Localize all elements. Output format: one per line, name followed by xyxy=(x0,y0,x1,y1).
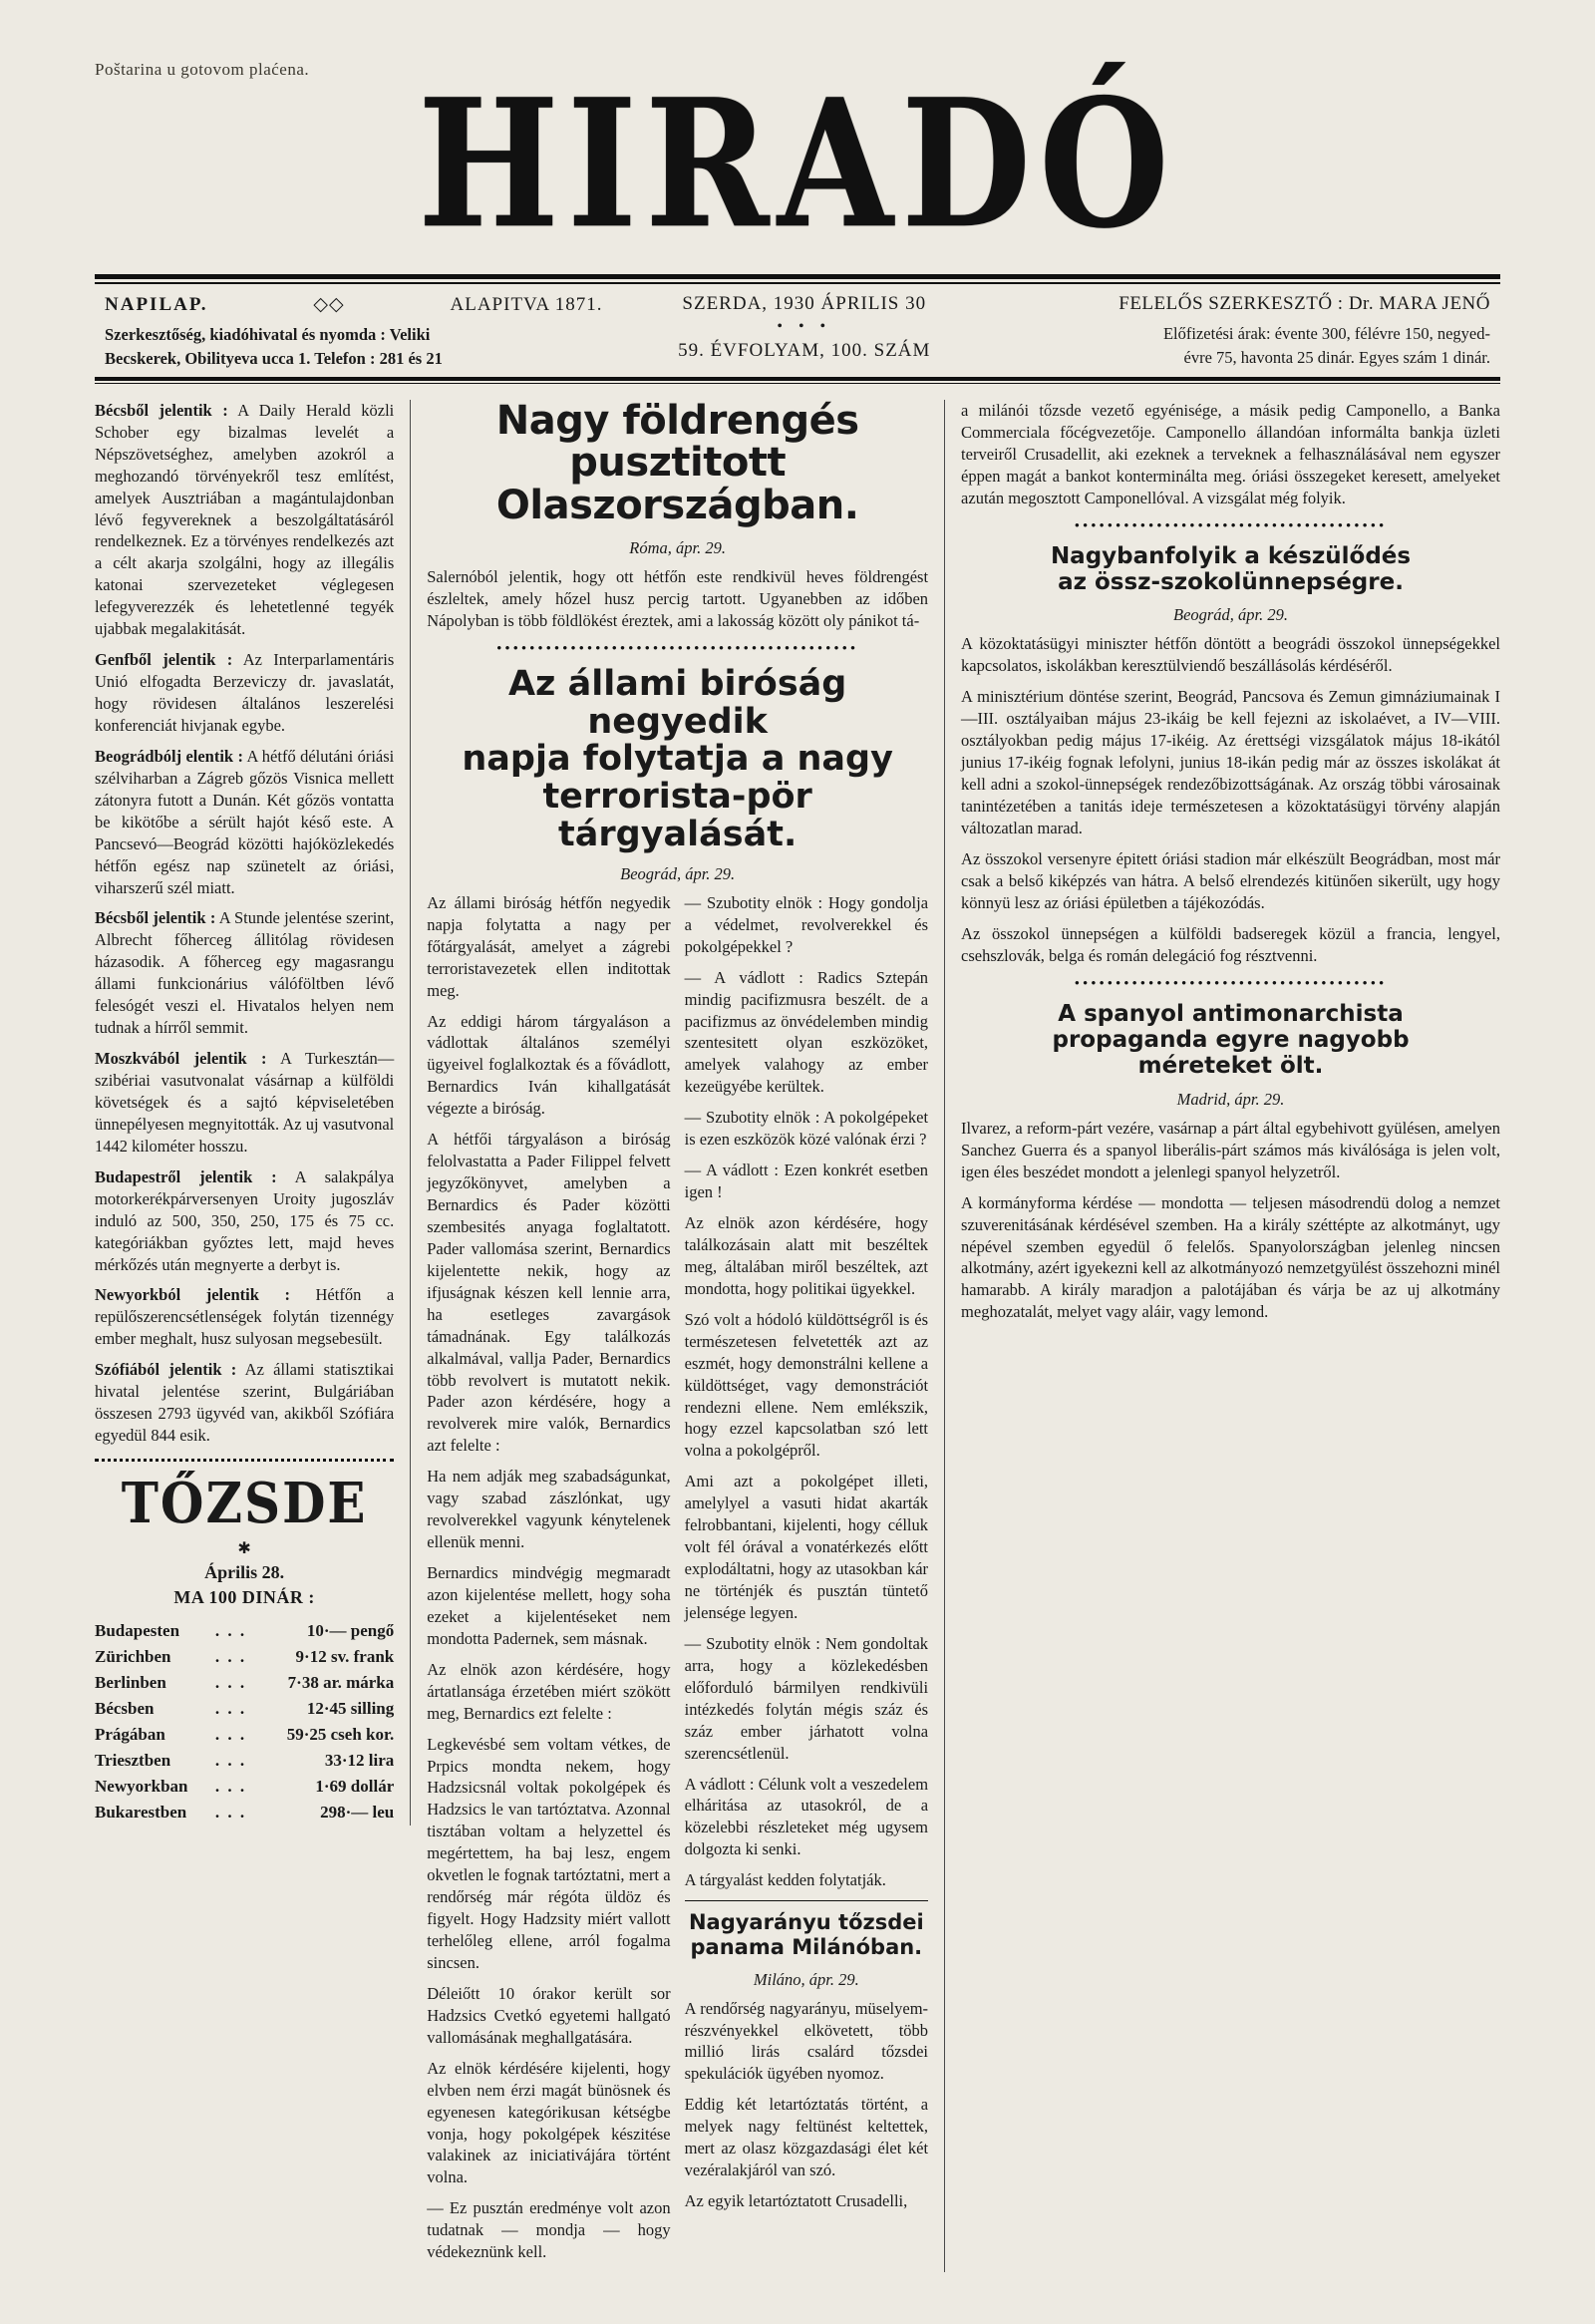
trial-paragraph: Ami azt a pokolgépet illeti, amelylyel a vasuti hidat akarták felrobbantani, kijelenti, hogy célluk volt fél órával a vonatérkezés előtt explodáltatni, hogy az utasokban kár ne történjék és pusztán tüntető jelensége legyen. xyxy=(684,1472,929,1622)
dateline-sokol: Beográd, ápr. 29. xyxy=(1172,605,1289,625)
rate-dots: . . . xyxy=(214,1725,247,1745)
headline-line-1: A spanyol antimonarchista xyxy=(1058,1000,1404,1027)
rate-value: 10·— pengő xyxy=(306,1621,395,1641)
issue-date: SZERDA, 1930 ÁPRILIS 30 xyxy=(682,293,927,314)
headline-line-3: méreteket ölt. xyxy=(1137,1053,1324,1080)
trial-paragraph: — Ez pusztán eredménye volt azon tudatnak — mondja — hogy védekeznünk kell. xyxy=(427,2198,671,2262)
responsible-editor: FELELŐS SZERKESZTŐ : Dr. MARA JENŐ xyxy=(1118,293,1490,314)
table-row xyxy=(95,1670,394,1696)
masthead-title: HIRADÓ xyxy=(418,61,1177,268)
rate-dots: . . . xyxy=(214,1777,247,1797)
trial-paragraph: Az állami biróság hétfőn negyedik napja folytatta a nagy per főtárgyalását, amelyet a zágrebi terroristavezetek ellen inditottak meg. xyxy=(427,892,671,1000)
trial-paragraph: Szó volt a hódoló küldöttségről is és természetesen felvetették azt az eszmét, hogy demonstrálni kellene a küldöttséget, vagy demonstrációt rendezni ellene. Nem emlékszik, hogy ezzel kapcsolatban szó lett volna a pokolgépről. xyxy=(684,1309,929,1461)
nameplate-center xyxy=(613,293,997,371)
rate-value: 9·12 sv. frank xyxy=(295,1647,395,1667)
rate-city: Bécsben xyxy=(95,1699,155,1719)
news-brief-text: A Daily Herald közli Schober egy bizalmas levelét a Népszövetséghez, amelyben azokról a meghozandó törvényekről tesz említést, amelyek Ausztriában a magántulajdonban lévő fegyvereknek a beszolgáltatásáról rendelkeznek. Ez a törvényes rendelkezés azt a célt akarja szolgálni, hogy az illegális katonai szervezeteket véglegesen lefegyverezzék és lehetetlenné tegyék ujabbak megalakitását. xyxy=(95,400,395,639)
table-row xyxy=(95,1774,394,1800)
trial-paragraph: Ha nem adják meg szabadságunkat, vagy szabad zászlónkat, ugy revolverekkel vagyunk kénytelenek ellenük menni. xyxy=(427,1467,671,1552)
stock-exchange-logo: TŐZSDE xyxy=(121,1470,368,1536)
nameplate-right xyxy=(996,293,1500,371)
rate-city: Budapesten xyxy=(95,1621,180,1641)
news-brief-lead: Bécsből jelentik : xyxy=(95,908,216,928)
news-brief-text: A Stunde jelentése szerint, Albrecht főherceg állitólag rövidesen házasodik. A főherceg egy magasrangu állami funkcionárius válóföltben lévő felesógét veszi el. Hivatalos helyen nem tudnak a hírről semmit. xyxy=(95,908,395,1038)
trial-paragraph: Az elnök azon kérdésére, hogy ártatlansága érzetében miért szökött meg, Bernardics ezt felelte : xyxy=(427,1659,671,1723)
dateline-trial: Beográd, ápr. 29. xyxy=(620,863,736,883)
news-brief-lead: Genfből jelentik : xyxy=(95,650,233,670)
sokol-paragraph: A minisztérium döntése szerint, Beográd, Pancsova és Zemun gimnáziumainak I—III. osztályaiban május 23-ikáig be kell fejezni az iskolaévet, a IV—VIII. osztályokban pedig május 17-ikéig. Az érettségi vizsgálatok május 18-ikától junius 17-ikéig fognak lefolyni, junius 18-ikán pedig már az összes iskolákat át kell adni a szokol-ünnepségek rendezőbizottságának. Az ország többi városainak tanintézetében a tanitás ideje természetesen a közoktatásügyi törvény alapján változatlan marad. xyxy=(961,687,1500,837)
subscription-price-line2: évre 75, havonta 25 dinár. Egyes szám 1 dinár. xyxy=(1183,347,1490,367)
headline-line-1: Nagybanfolyik a készülődés xyxy=(1050,542,1412,569)
editorial-address-line1: Szerkesztőség, kiadóhivatal és nyomda : Veliki xyxy=(105,325,431,344)
trial-paragraph: Az eddigi három tárgyaláson a vádlottak általános személyi ügyeivel foglalkoztak és a fővádlott, Bernardics Iván kihallgatását végezte a biróság. xyxy=(427,1011,671,1119)
nameplate-left xyxy=(95,293,613,371)
rate-dots: . . . xyxy=(214,1803,247,1823)
trial-paragraph: A vádlott : Célunk volt a veszedelem elháritása az utasokról, de a közelebbi részleteket még ugysem dolgozta ki senki. xyxy=(684,1774,929,1859)
stock-date: Április 28. xyxy=(204,1562,285,1583)
rate-city: Zürichben xyxy=(95,1647,171,1667)
rate-city: Berlinben xyxy=(95,1673,166,1693)
panama-paragraph: Eddig két letartóztatás történt, a melyek nagy feltünést keltettek, mert az olasz közgazdasági élet két vezéralakjáról van szó. xyxy=(684,2095,929,2180)
headline-line-1: Az állami biróság negyedik xyxy=(507,663,847,742)
news-brief-text: Hétfőn a repülőszerencsétlenségek folytán tizennégy ember meghalt, husz sulyosan megsebesült. xyxy=(95,1285,395,1349)
ornament-icon: ◇◇ xyxy=(313,294,345,315)
headline-line-2: panama Milánóban. xyxy=(690,1935,923,1960)
sokol-paragraph: A közoktatásügyi miniszter hétfőn döntött a beográdi összokol ünnepségekkel kapcsolatos, iskolákban keresztülviendő beszállásolás kérdéséről. xyxy=(961,634,1500,676)
column-center xyxy=(411,397,945,2272)
trial-paragraph: Az elnök azon kérdésére, hogy találkozásain alatt mit beszéltek meg, általában miről beszéltek, azt mondotta, hogy politikai ügyekkel. xyxy=(684,1213,929,1298)
rate-value: 12·45 silling xyxy=(306,1699,395,1719)
rate-city: Bukarestben xyxy=(95,1803,187,1823)
news-brief xyxy=(95,1166,394,1276)
rate-dots: . . . xyxy=(214,1647,247,1667)
headline-line-3: terrorista-pör tárgyalását. xyxy=(542,777,812,855)
panama-continuation: a milánói tőzsde vezető egyénisége, a másik pedig Camponello, a Banka Commerciala főcégvezetője. Camponello állandóan informálta bankja üzleti terveiről Crusadellit, aki ezeknek a terveknek a felhasználásával nem egyszer éppen magát a bankot konterminálta meg. óriási összegeket keresett, amelyeket azután megosztott Camponellóval. A vizsgálat még folyik. xyxy=(961,400,1500,507)
headline-line-2: az össz-szokolünnepségre. xyxy=(1058,568,1404,595)
trial-paragraph: Legkevésbé sem voltam vétkes, de Prpics mondta nekem, hogy Hadzsicsnál voltak pokolgépek és Hadzsics le van tartóztatva. Azonnal tisztában voltam a helyzettel és megértettem, ha baj lesz, engem okvetlen le fognak tartóztatni, mert a rendőrség már régóta üldöz és figyelt. Hogy Hadzsity miért vallott terhelőleg ellene, arról fogalma sincsen. xyxy=(427,1734,671,1972)
rate-dots: . . . xyxy=(214,1751,247,1771)
rate-dots: . . . xyxy=(214,1673,247,1693)
editorial-address-line2: Becskerek, Obilityeva ucca 1. Telefon : 281 és 21 xyxy=(105,348,443,368)
panama-divider xyxy=(685,1900,928,1901)
spain-paragraph: Ilvarez, a reform-párt vezére, vasárnap a párt által egybehivott gyülésen, amelyen Sanchez Guerra és a spanyol liberális-párt számos más kiválósága is jelen volt, igen éles beszédet mondott a jelenlegi spanyol helyzetről. xyxy=(961,1118,1500,1181)
article-headline-spain xyxy=(961,1001,1500,1080)
trial-subcolumn-right xyxy=(685,892,928,2272)
sokol-paragraph: Az összokol ünnepségen a külföldi badseregek közül a francia, lengyel, csehszlovák, belga és román delegáció fog résztvenni. xyxy=(961,923,1500,965)
table-row xyxy=(95,1696,394,1722)
table-row xyxy=(95,1644,394,1670)
section-dot-separator: •••••••••••••••••••••••••••••••••••••• xyxy=(1074,517,1388,534)
headline-line-1: Nagy földrengés pusztitott xyxy=(495,397,859,487)
subscription-price-line1: Előfizetési árak: évente 300, félévre 150, negyed- xyxy=(1162,324,1490,343)
news-brief-lead: Bécsből jelentik : xyxy=(95,400,228,420)
table-row xyxy=(95,1618,394,1644)
panama-paragraph: Az egyik letartóztatott Crusadelli, xyxy=(684,2191,908,2211)
dateline-earthquake: Róma, ápr. 29. xyxy=(629,538,726,558)
sokol-paragraph: Az összokol versenyre épitett óriási stadion már elkészült Beográdban, most már csak a belső kiképzés van hátra. A belső elrendezés kitünően sikerült, ugy hogy könnyü lesz az óriási épületben a tájékozódás. xyxy=(961,848,1500,912)
news-brief-text: A Turkesztán—szibériai vasutvonalat vásárnap a külföldi követségek és a sajtó képviseletében ünnepélyesen megnyitották. Az uj vasutvonal 1442 kilométer hosszu. xyxy=(95,1049,395,1156)
issue-number: 59. ÉVFOLYAM, 100. SZÁM xyxy=(678,340,931,361)
stock-heading: MA 100 DINÁR : xyxy=(173,1587,315,1608)
rate-value: 59·25 cseh kor. xyxy=(286,1725,395,1745)
trial-paragraph: Bernardics mindvégig megmaradt azon kijelentése mellett, hogy soha ezeket a kijelentéseket nem mondotta Padernek, sem másnak. xyxy=(427,1563,671,1648)
dateline-spain: Madrid, ápr. 29. xyxy=(1176,1089,1285,1109)
column-right xyxy=(945,400,1500,1332)
rate-value: 7·38 ar. márka xyxy=(287,1673,395,1693)
article-headline-earthquake xyxy=(427,397,928,528)
rate-city: Newyorkban xyxy=(95,1777,188,1797)
table-row xyxy=(95,1800,394,1826)
table-row xyxy=(95,1748,394,1774)
news-brief-lead: Moszkvából jelentik : xyxy=(95,1049,267,1069)
nameplate-rule-thin xyxy=(95,383,1500,384)
dateline-panama: Miláno, ápr. 29. xyxy=(753,1969,859,1989)
news-brief-text: Az állami statisztikai hivatal jelentése szerint, Bulgáriában összesen 2793 ügyvéd van, akikből Szófiára egyedül 844 esik. xyxy=(95,1360,395,1446)
news-brief xyxy=(95,400,394,640)
trial-subcolumn-left xyxy=(427,892,670,2272)
stock-section-divider xyxy=(95,1459,394,1462)
section-dot-separator: •••••••••••••••••••••••••••••••••••••••••••• xyxy=(496,640,859,657)
news-brief xyxy=(95,1048,394,1158)
star-icon: ✱ xyxy=(237,1540,251,1558)
nameplate-rule-thick xyxy=(95,377,1500,381)
news-brief-text: Az Interparlamentáris Unió elfogadta Berzeviczy dr. javaslatát, hogy rövidesen általános leszerelési konferenciát hivjanak egybe. xyxy=(95,650,395,735)
trial-paragraph: — Szubotity elnök : Hogy gondolja a védelmet, revolverekkel és pokolgépekkel ? xyxy=(684,892,929,956)
news-brief-lead: Budapestről jelentik : xyxy=(95,1166,277,1186)
masthead-rule-thick xyxy=(95,274,1500,279)
trial-subcolumns xyxy=(427,892,928,2272)
article-headline-panama xyxy=(685,1910,928,1960)
earthquake-body-left: Salernóból jelentik, hogy ott hétfőn este rendkivül heves földrengést észleltek, amely hőzel husz percig tartott. Ugyanebben az időben Nápolyban is több földlökést éreztek, ami a lakosság között oly pánikot tá- xyxy=(427,567,929,630)
news-brief xyxy=(95,1359,394,1447)
rate-value: 33·12 lira xyxy=(324,1751,395,1771)
table-row xyxy=(95,1722,394,1748)
trial-paragraph: A hétfői tárgyaláson a biróság felolvastatta a Pader Filippel felvett jegyzőkönyvet, amelyben a Bernardics és Pader közötti szembesités anyaga foglaltatott. Pader vallomása szerint, Bernardics kijelentette nekik, hogy az ifjuságnak készen kell lennie arra, ha esetleges zavargások támadnának. Egy találkozás alkalmával, vallja Pader, Bernardics több revolvert is mutatott nekik. Pader azon kérdésére, hogy a revolverek mire valók, Bernardics azt felelte : xyxy=(427,1130,671,1456)
rate-value: 298·— leu xyxy=(320,1803,395,1823)
news-brief xyxy=(95,649,394,737)
trial-paragraph: — A vádlott : Radics Sztepán mindig pacifizmusra beszélt. de a pacifizmus az önvédelemben mindig szentesitett olyan eszközöket, amelyek valahogy az ember kezeügyébe kerültek. xyxy=(684,967,929,1097)
news-brief-lead: Beográdbólj elentik : xyxy=(95,746,243,766)
article-headline-trial xyxy=(427,663,928,855)
rate-dots: . . . xyxy=(214,1621,247,1641)
center-dots-ornament: • • • xyxy=(777,318,832,335)
trial-paragraph: Déleiőtt 10 órakor került sor Hadzsics Cvetkó egyetemi hallgató vallomásának meghallgatására. xyxy=(427,1983,671,2047)
rate-city: Triesztben xyxy=(95,1751,171,1771)
exchange-rate-table xyxy=(95,1618,394,1826)
founded-label: ALAPITVA 1871. xyxy=(450,293,603,315)
rate-dots: . . . xyxy=(214,1699,247,1719)
news-brief xyxy=(95,746,394,899)
headline-line-2: Olaszországban. xyxy=(495,482,859,528)
news-brief xyxy=(95,907,394,1039)
rate-city: Prágában xyxy=(95,1725,165,1745)
trial-paragraph: Az elnök kérdésére kijelenti, hogy elvben nem érzi magát bünösnek és egyenesen kategórikusan kétségbe vonja, hogy pokolgépek készitése valakinek az iniciativájára történt volna. xyxy=(427,2058,671,2187)
postal-note: Poštarina u gotovom plaćena. xyxy=(95,60,310,79)
news-brief-lead: Newyorkból jelentik : xyxy=(95,1285,290,1305)
trial-paragraph: A tárgyalást kedden folytatják. xyxy=(684,1870,886,1890)
panama-paragraph: A rendőrség nagyarányu, müselyem-részvényekkel elkövetett, több millió lirás csalárd tőzsdei spekulációk ügyében nyomoz. xyxy=(684,1998,929,2084)
headline-line-2: propaganda egyre nagyobb xyxy=(1052,1026,1410,1053)
content-columns xyxy=(95,397,1500,2272)
headline-line-1: Nagyarányu tőzsdei xyxy=(688,1910,924,1935)
trial-paragraph: — Szubotity elnök : Nem gondoltak arra, hogy a közlekedésben előforduló bármilyen rendkivüli intézkedés folytán mégis száz és száz ember járhatott volna szerencsétlenül. xyxy=(684,1633,929,1763)
nameplate xyxy=(95,284,1500,377)
article-headline-sokol xyxy=(961,543,1500,596)
section-dot-separator: •••••••••••••••••••••••••••••••••••••• xyxy=(1074,975,1388,992)
trial-paragraph: — A vádlott : Ezen konkrét esetben igen ! xyxy=(684,1161,929,1202)
paper-type-label: NAPILAP. xyxy=(105,293,208,315)
spain-paragraph: A kormányforma kérdése — mondotta — teljesen másodrendü dolog a nemzet szuverenitásának kérdésével szemben. Ha a király széttépte az alkotmányt, ugy népével szemben egyedül ő felelős. Spanyolországban jelenleg nincsen alkotmány, azért igyekezni kell az alkotmányozó nemzetgyülést összehozni minél hamarabb. A király maradjon a palotájában és várja be az uj alkotmány meghozatalát, melyet vagy aláir, vagy lemond. xyxy=(961,1192,1500,1322)
column-left xyxy=(95,400,411,1826)
news-brief xyxy=(95,1284,394,1350)
news-brief-text: A hétfő délutáni óriási szélviharban a Zágreb gőzös Visnica mellett zátonyra futott a Dunán. Két gőzös vontatta be kikötőbe a sérült hajót késő este. A Pancsevó—Beográd közötti hajóközlekedés hétfőn egész nap szünetelt az óriási, viharszerű szél miatt. xyxy=(95,746,395,897)
news-brief-text: A salakpálya motorkerékpárversenyen Uroity jugoszláv induló az 500, 350, 250, 175 és 75 cc. kategóriákban győztes lett, majd heves mérkőzés után megnyerte a derbyt is. xyxy=(95,1166,395,1274)
headline-line-2: napja folytatja a nagy xyxy=(462,739,893,780)
trial-paragraph: — Szubotity elnök : A pokolgépeket is ezen eszközök közé valónak érzi ? xyxy=(684,1108,929,1150)
rate-value: 1·69 dollár xyxy=(315,1777,395,1797)
news-brief-lead: Szófiából jelentik : xyxy=(95,1360,237,1380)
